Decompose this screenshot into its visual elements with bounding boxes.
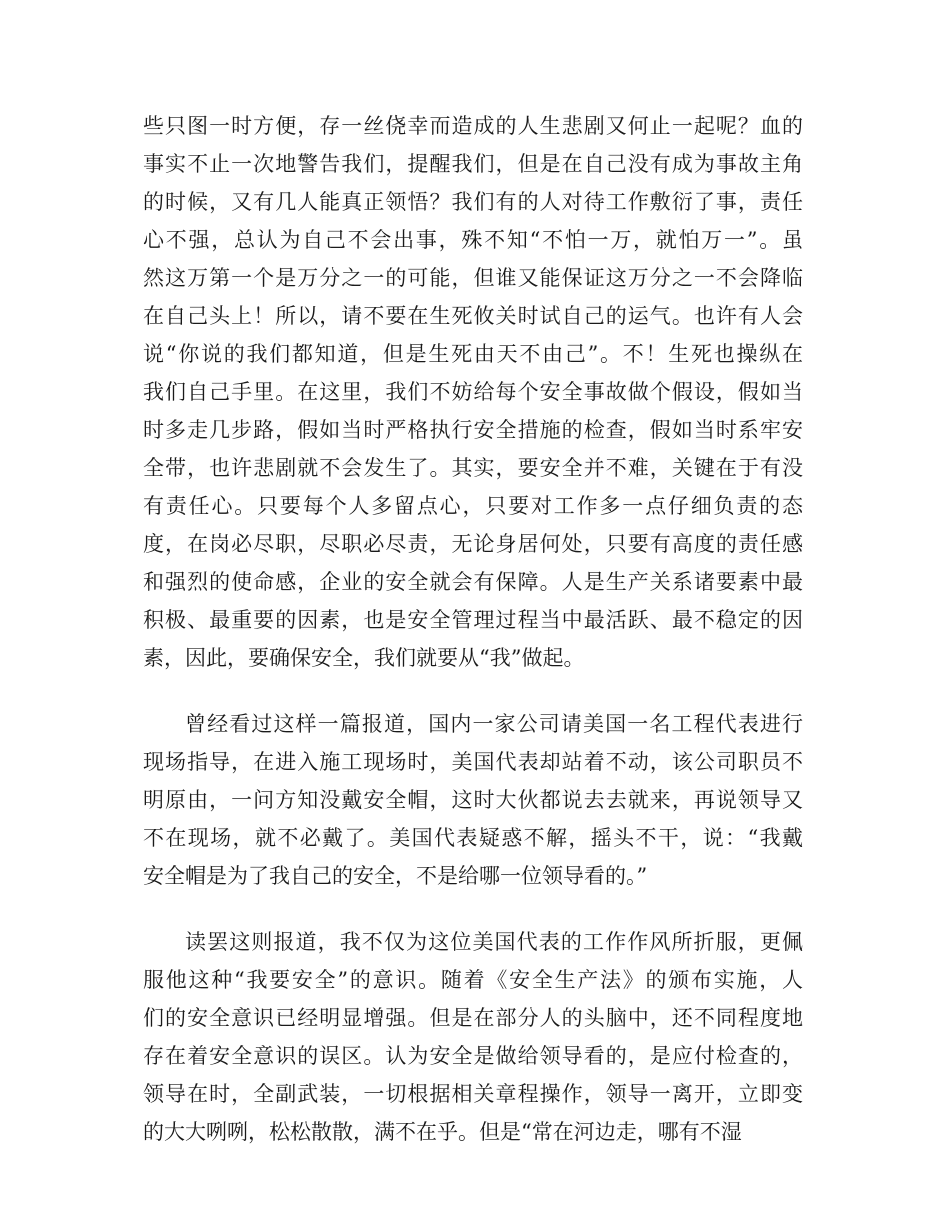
text-line: 存在着安全意识的误区。认为安全是做给领导看的，是应付检查的， bbox=[143, 1044, 803, 1068]
text-line: 在自己头上！所以，请不要在生死攸关时试自己的运气。也许有人会 bbox=[143, 304, 803, 328]
text-line: 些只图一时方便，存一丝侥幸而造成的人生悲剧又何止一起呢？血的 bbox=[143, 114, 803, 138]
text-line: 不在现场，就不必戴了。美国代表疑惑不解，摇头不干，说：“我戴 bbox=[143, 826, 803, 850]
paragraph-1 bbox=[143, 107, 803, 677]
text-line: 读罢这则报道，我不仅为这位美国代表的工作作风所折服，更佩 bbox=[185, 930, 803, 954]
paragraph-spacer bbox=[143, 677, 803, 705]
text-line: 然这万第一个是万分之一的可能，但谁又能保证这万分之一不会降临 bbox=[143, 266, 803, 290]
text-line: 服他这种“我要安全”的意识。随着《安全生产法》的颁布实施，人 bbox=[143, 968, 803, 992]
text-line: 时多走几步路，假如当时严格执行安全措施的检查，假如当时系牢安 bbox=[143, 418, 803, 442]
text-line: 积极、最重要的因素，也是安全管理过程当中最活跃、最不稳定的因 bbox=[143, 608, 803, 632]
text-line: 事实不止一次地警告我们，提醒我们，但是在自己没有成为事故主角 bbox=[143, 152, 803, 176]
text-line: 的时候，又有几人能真正领悟？我们有的人对待工作敷衍了事，责任 bbox=[143, 190, 803, 214]
paragraph-2 bbox=[143, 705, 803, 895]
text-line: 领导在时，全副武装，一切根据相关章程操作，领导一离开，立即变 bbox=[143, 1082, 803, 1106]
document-body bbox=[143, 107, 803, 1151]
text-line: 我们自己手里。在这里，我们不妨给每个安全事故做个假设，假如当 bbox=[143, 380, 803, 404]
text-line: 全带，也许悲剧就不会发生了。其实，要安全并不难，关键在于有没 bbox=[143, 456, 803, 480]
text-line: 素，因此，要确保安全，我们就要从“我”做起。 bbox=[143, 646, 585, 670]
text-line: 心不强，总认为自己不会出事，殊不知“不怕一万，就怕万一”。虽 bbox=[143, 228, 803, 252]
paragraph-3 bbox=[143, 923, 803, 1151]
text-line: 的大大咧咧，松松散散，满不在乎。但是“常在河边走，哪有不湿 bbox=[143, 1120, 742, 1144]
text-line: 说“你说的我们都知道，但是生死由天不由己”。不！生死也操纵在 bbox=[143, 342, 803, 366]
text-line: 曾经看过这样一篇报道，国内一家公司请美国一名工程代表进行 bbox=[185, 712, 803, 736]
text-line: 们的安全意识已经明显增强。但是在部分人的头脑中，还不同程度地 bbox=[143, 1006, 803, 1030]
text-line: 度，在岗必尽职，尽职必尽责，无论身居何处，只要有高度的责任感 bbox=[143, 532, 803, 556]
paragraph-spacer bbox=[143, 895, 803, 923]
text-line: 现场指导，在进入施工现场时，美国代表却站着不动，该公司职员不 bbox=[143, 750, 803, 774]
text-line: 安全帽是为了我自己的安全，不是给哪一位领导看的。” bbox=[143, 864, 648, 888]
text-line: 有责任心。只要每个人多留点心，只要对工作多一点仔细负责的态 bbox=[143, 494, 803, 518]
text-line: 和强烈的使命感，企业的安全就会有保障。人是生产关系诸要素中最 bbox=[143, 570, 803, 594]
text-line: 明原由，一问方知没戴安全帽，这时大伙都说去去就来，再说领导又 bbox=[143, 788, 803, 812]
